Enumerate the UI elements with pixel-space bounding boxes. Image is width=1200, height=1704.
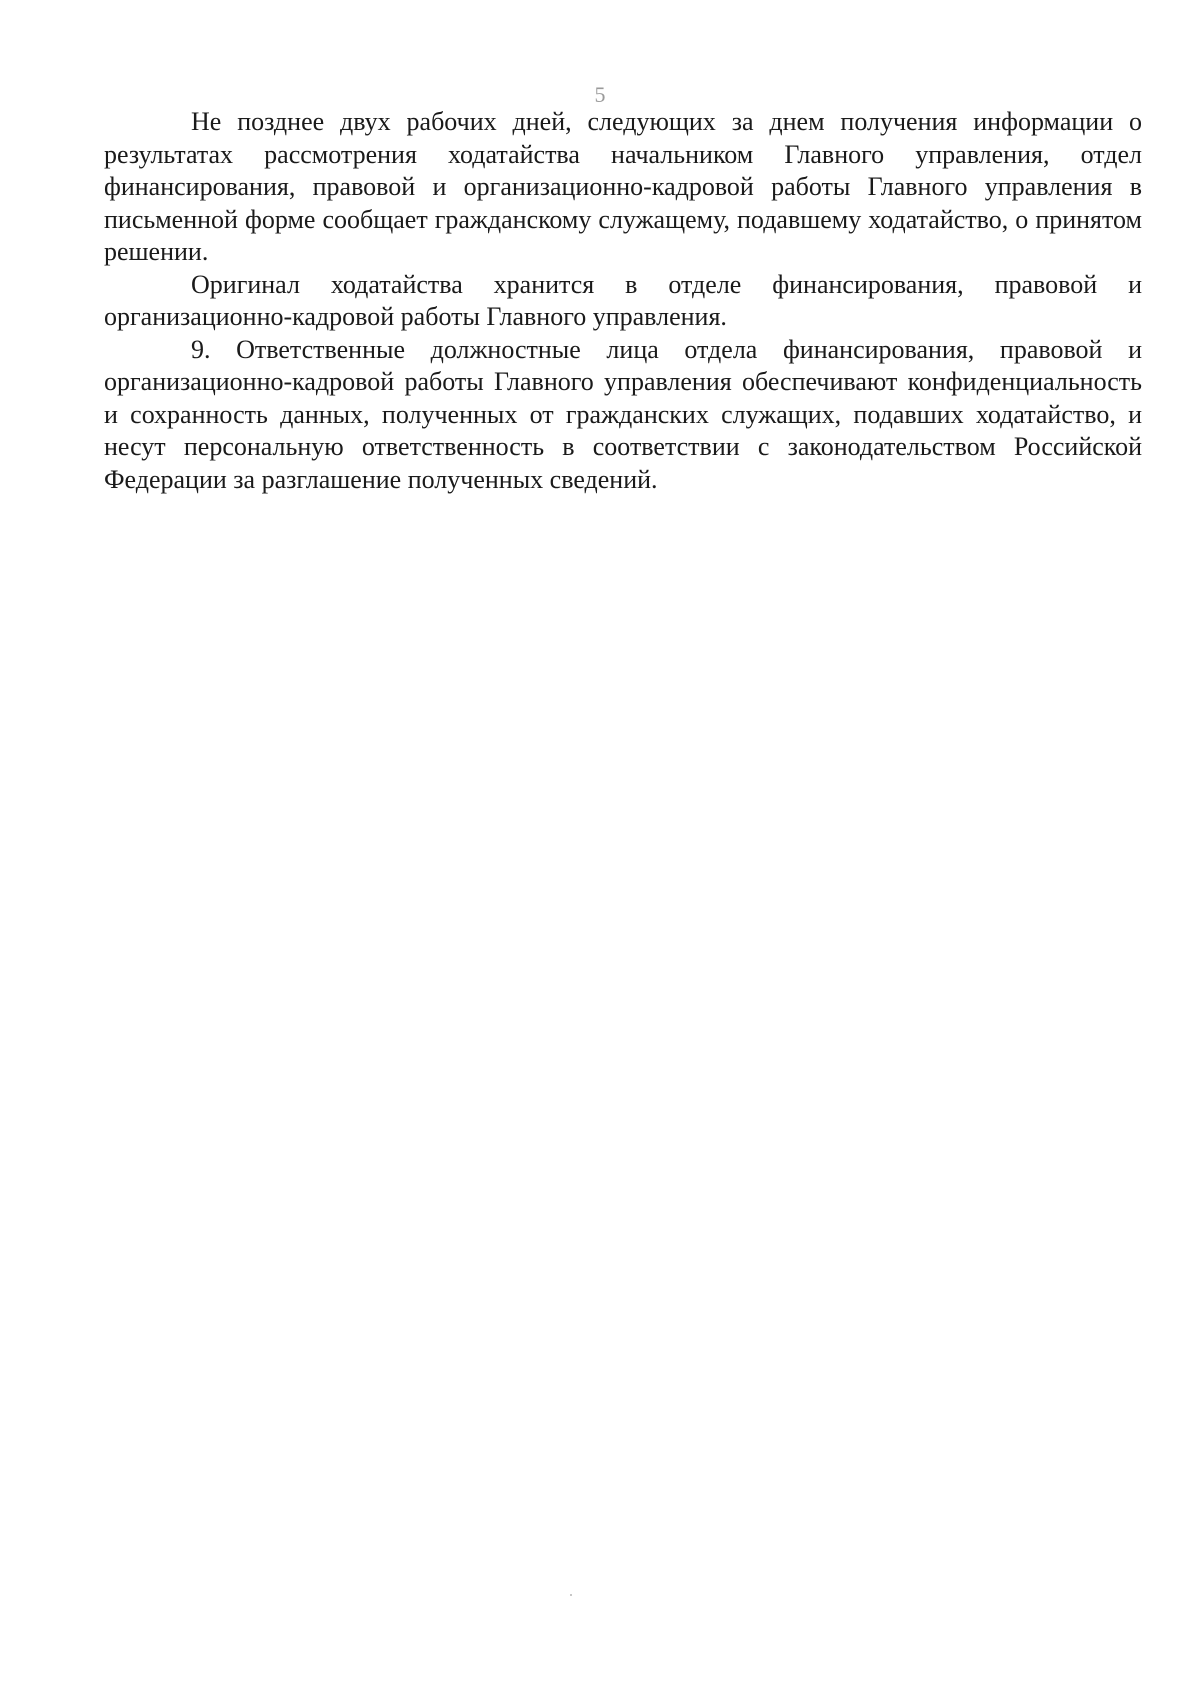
document-body (104, 106, 1142, 496)
paragraph-notification: Не позднее двух рабочих дней, следующих за днем получения информации о результатах рассмотрения ходатайства начальником Главного управления, отдел финансирования, правовой и организационно-кадровой работы Главного управления в письменной форме сообщает гражданскому служащему, подавшему ходатайство, о принятом решении. (104, 107, 1142, 266)
scan-speck (570, 1594, 572, 1596)
page-number: 5 (594, 82, 606, 107)
paragraph-item-9-confidentiality: 9. Ответственные должностные лица отдела финансирования, правовой и организационно-кадровой работы Главного управления обеспечивают конфиденциальность и сохранность данных, полученных от гражданских служащих, подавших ходатайство, и несут персональную ответственность в соответствии с законодательством Российской Федерации за разглашение полученных сведений. (104, 334, 1142, 494)
paragraph-original-storage: Оригинал ходатайства хранится в отделе финансирования, правовой и организационно-кадровой работы Главного управления. (104, 269, 1142, 331)
